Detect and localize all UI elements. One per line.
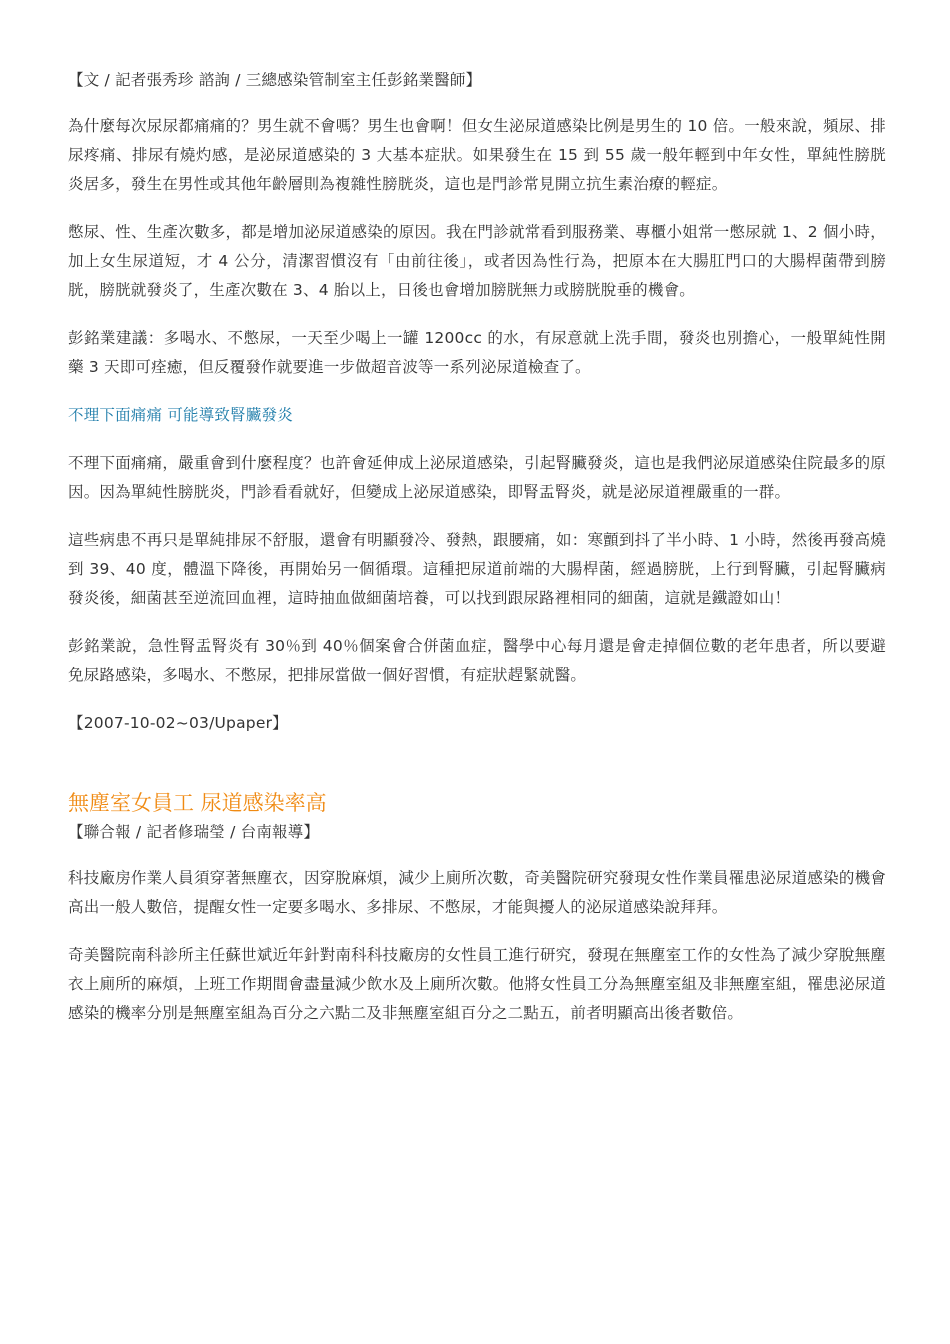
body-paragraph: 科技廠房作業人員須穿著無塵衣，因穿脫麻煩，減少上廁所次數，奇美醫院研究發現女性作業員罹患泌尿道感染的機會高出一般人數倍，提醒女性一定要多喝水、多排尿、不憋尿，才能與擾人的泌尿道感染說拜拜。 [68, 869, 886, 916]
section-subheading: 不理下面痛痛 可能導致腎臟發炎 [68, 406, 293, 424]
body-paragraph: 這些病患不再只是單純排尿不舒服，還會有明顯發冷、發熱，跟腰痛，如：寒顫到抖了半小時、1 小時，然後再發高燒到 39、40 度，體溫下降後，再開始另一個循環。這種把尿道前端的大腸桿菌，經過膀胱，上行到腎臟，引起腎臟病發炎後，細菌甚至逆流回血裡，這時抽血做細菌培養，可以找到跟尿路裡相同的細菌，這就是鐵證如山！ [68, 531, 886, 607]
body-paragraph: 奇美醫院南科診所主任蘇世斌近年針對南科科技廠房的女性員工進行研究，發現在無塵室工作的女性為了減少穿脫無塵衣上廁所的麻煩，上班工作期間會盡量減少飲水及上廁所次數。他將女性員工分為無塵室組及非無塵室組，罹患泌尿道感染的機率分別是無塵室組為百分之六點二及非無塵室組百分之二點五，前者明顯高出後者數倍。 [68, 946, 886, 1022]
article-urinary-tract-infection [68, 66, 886, 738]
body-paragraph: 彭銘業建議：多喝水、不憋尿，一天至少喝上一罐 1200cc 的水，有尿意就上洗手間，發炎也別擔心，一般單純性開藥 3 天即可痊癒，但反覆發作就要進一步做超音波等一系列泌尿道檢查了。 [68, 329, 886, 376]
article-byline: 【聯合報 / 記者修瑞瑩 / 台南報導】 [68, 823, 320, 841]
body-paragraph: 憋尿、性、生產次數多，都是增加泌尿道感染的原因。我在門診就常看到服務業、專櫃小姐常一憋尿就 1、2 個小時，加上女生尿道短，才 4 公分，清潔習慣沒有「由前往後」，或者因為性行為，把原本在大腸肛門口的大腸桿菌帶到膀胱，膀胱就發炎了，生產次數在 3、4 胎以上，日後也會增加膀胱無力或膀胱脫垂的機會。 [68, 223, 886, 299]
body-paragraph: 不理下面痛痛，嚴重會到什麼程度？也許會延伸成上泌尿道感染，引起腎臟發炎，這也是我們泌尿道感染住院最多的原因。因為單純性膀胱炎，門診看看就好，但變成上泌尿道感染，即腎盂腎炎，就是泌尿道裡嚴重的一群。 [68, 454, 886, 501]
article-headline: 無塵室女員工 尿道感染率高 [68, 791, 327, 815]
body-paragraph: 為什麼每次尿尿都痛痛的？男生就不會嗎？男生也會啊！但女生泌尿道感染比例是男生的 10 倍。一般來說，頻尿、排尿疼痛、排尿有燒灼感，是泌尿道感染的 3 大基本症狀。如果發生在 15 到 55 歲一般年輕到中年女性，單純性膀胱炎居多，發生在男性或其他年齡層則為複雜性膀胱炎，這也是門診常見開立抗生素治療的輕症。 [68, 117, 886, 193]
article-byline: 【文 / 記者張秀珍 諮詢 / 三總感染管制室主任彭銘業醫師】 [68, 71, 482, 89]
article-source: 【2007-10-02~03/Upaper】 [68, 714, 288, 732]
body-paragraph: 彭銘業說，急性腎盂腎炎有 30％到 40％個案會合併菌血症，醫學中心每月還是會走掉個位數的老年患者，所以要避免尿路感染，多喝水、不憋尿，把排尿當做一個好習慣，有症狀趕緊就醫。 [68, 637, 886, 684]
article-cleanroom-workers [68, 788, 886, 1028]
